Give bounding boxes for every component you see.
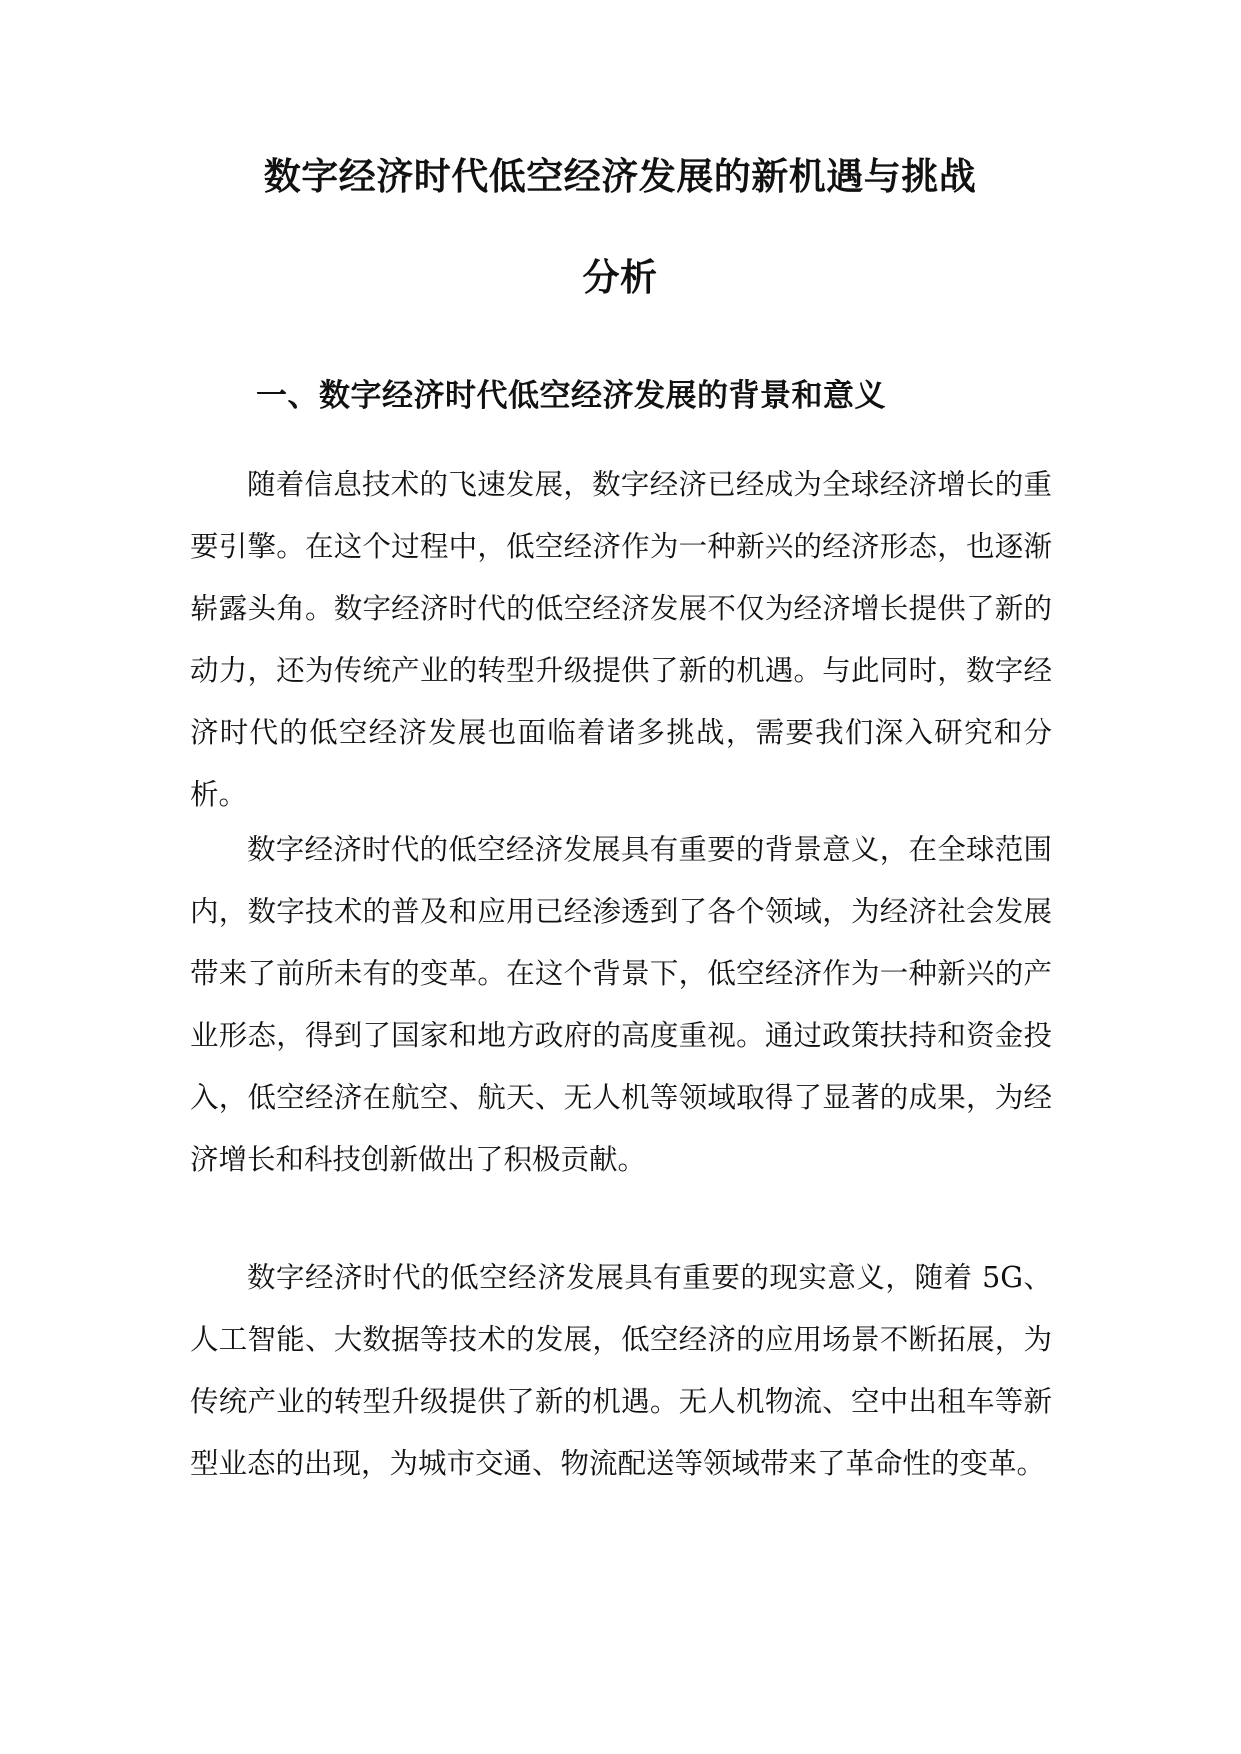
paragraph-2: 数字经济时代的低空经济发展具有重要的背景意义，在全球范围内，数字技术的普及和应用已经渗透到了各个领域，为经济社会发展带来了前所未有的变革。在这个背景下，低空经济作为一种新兴的产业形态，得到了国家和地方政府的高度重视。通过政策扶持和资金投入，低空经济在航空、航天、无人机等领域取得了显著的成果，为经济增长和科技创新做出了积极贡献。 bbox=[190, 833, 1052, 1176]
section-heading: 一、数字经济时代低空经济发展的背景和意义 bbox=[256, 378, 886, 414]
paragraph-1: 随着信息技术的飞速发展，数字经济已经成为全球经济增长的重要引擎。在这个过程中，低空经济作为一种新兴的经济形态，也逐渐崭露头角。数字经济时代的低空经济发展不仅为经济增长提供了新的动力，还为传统产业的转型升级提供了新的机遇。与此同时，数字经济时代的低空经济发展也面临着诸多挑战，需要我们深入研究和分析。 bbox=[190, 468, 1052, 811]
document-title-line-2: 分析 bbox=[582, 255, 658, 299]
paragraph-3: 数字经济时代的低空经济发展具有重要的现实意义，随着 5G、人工智能、大数据等技术的发展，低空经济的应用场景不断拓展，为传统产业的转型升级提供了新的机遇。无人机物流、空中出租车等新型业态的出现，为城市交通、物流配送等领域带来了革命性的变革。 bbox=[190, 1261, 1052, 1480]
document-title-line-1: 数字经济时代低空经济发展的新机遇与挑战 bbox=[263, 154, 977, 198]
